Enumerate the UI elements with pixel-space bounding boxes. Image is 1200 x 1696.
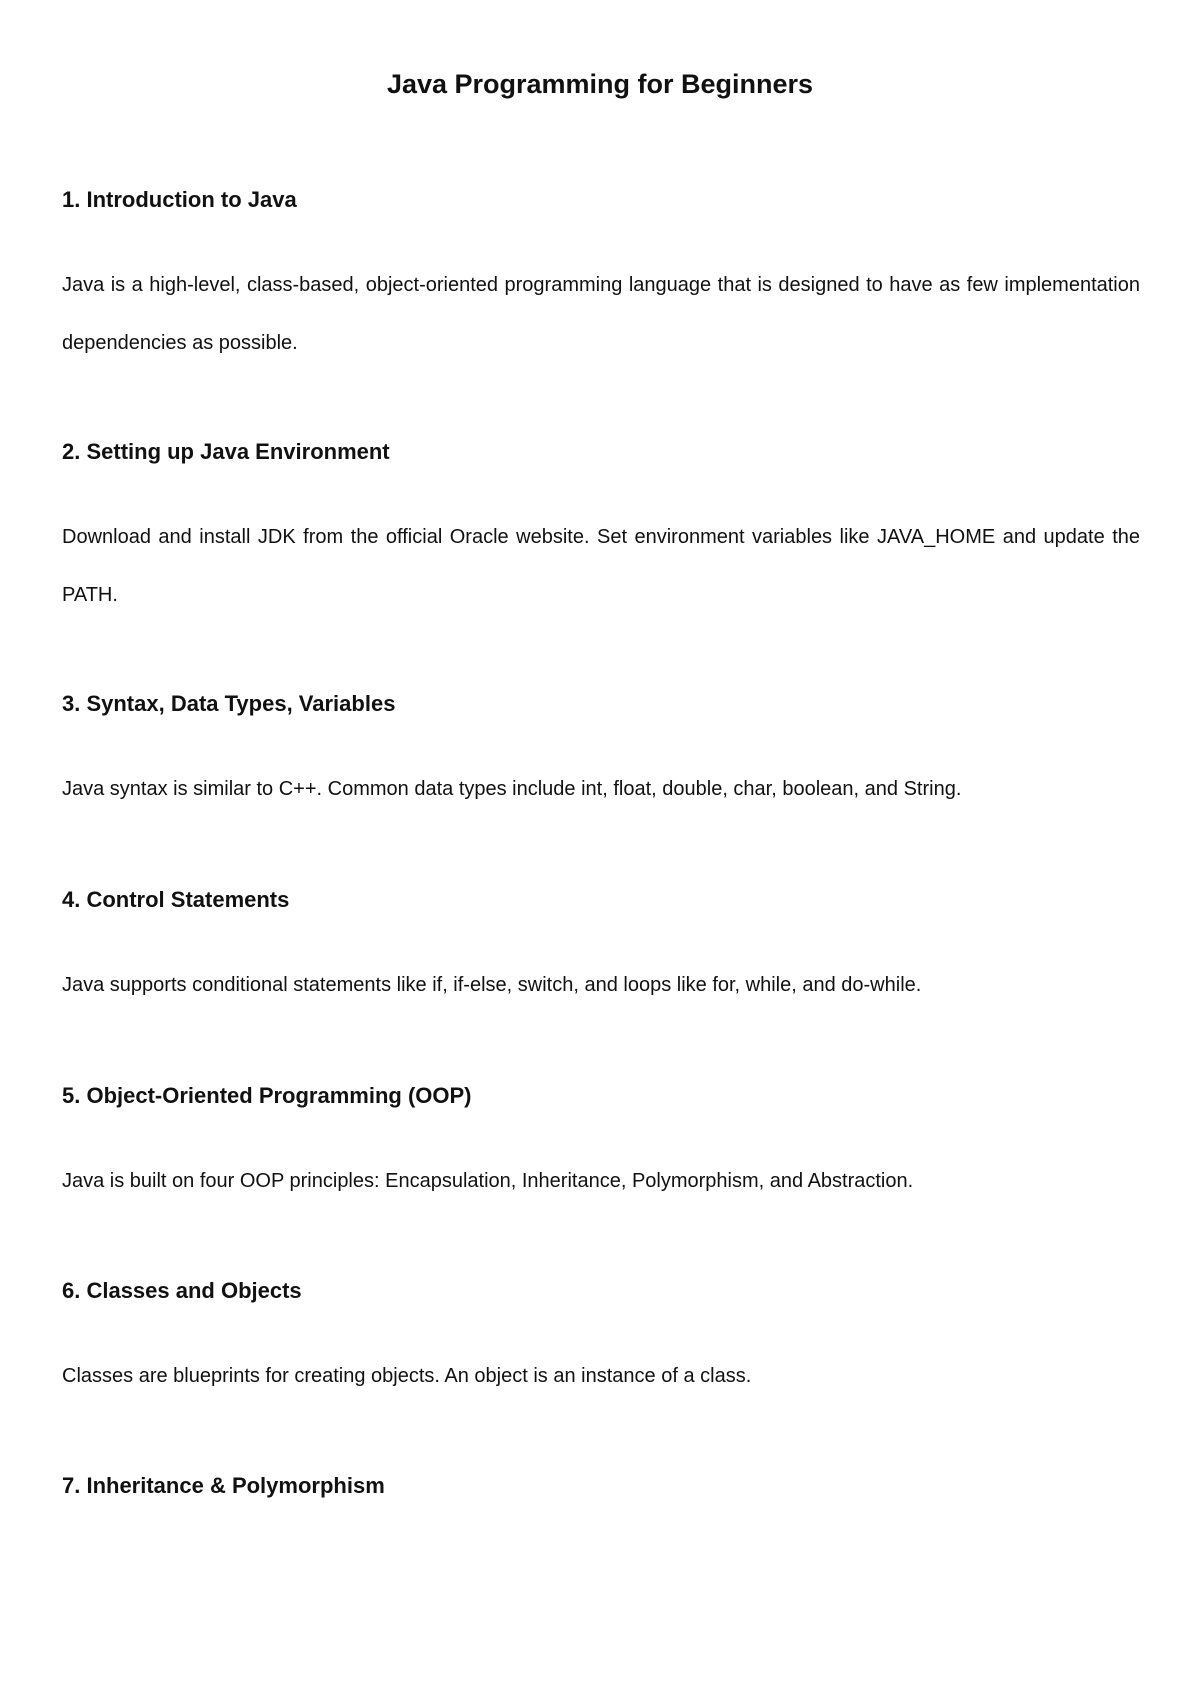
section-inheritance-polymorphism bbox=[62, 1470, 1140, 1502]
section-environment bbox=[62, 436, 1140, 624]
section-heading: 3. Syntax, Data Types, Variables bbox=[62, 691, 396, 716]
section-body: Java syntax is similar to C++. Common data types include int, float, double, char, boolean, and String. bbox=[62, 778, 962, 800]
section-heading: 2. Setting up Java Environment bbox=[62, 439, 390, 464]
section-heading: 6. Classes and Objects bbox=[62, 1278, 302, 1303]
section-heading: 7. Inheritance & Polymorphism bbox=[62, 1473, 385, 1498]
section-oop bbox=[62, 1080, 1140, 1210]
section-syntax bbox=[62, 688, 1140, 818]
section-body: Classes are blueprints for creating objects. An object is an instance of a class. bbox=[62, 1365, 752, 1387]
section-classes-objects bbox=[62, 1275, 1140, 1405]
section-control-statements bbox=[62, 884, 1140, 1014]
section-body: Java is a high-level, class-based, object-oriented programming language that is designed to have as few implementation dependencies as possible. bbox=[62, 274, 1140, 354]
section-heading: 1. Introduction to Java bbox=[62, 187, 297, 212]
section-body: Java is built on four OOP principles: Encapsulation, Inheritance, Polymorphism, and Abstraction. bbox=[62, 1170, 914, 1192]
section-heading: 4. Control Statements bbox=[62, 887, 290, 912]
section-introduction bbox=[62, 184, 1140, 372]
document-title: Java Programming for Beginners bbox=[386, 69, 814, 99]
section-heading: 5. Object-Oriented Programming (OOP) bbox=[62, 1083, 472, 1108]
section-body: Download and install JDK from the official Oracle website. Set environment variables like JAVA_HOME and update the PATH. bbox=[62, 526, 1140, 606]
section-body: Java supports conditional statements like if, if-else, switch, and loops like for, while, and do-while. bbox=[62, 974, 922, 996]
